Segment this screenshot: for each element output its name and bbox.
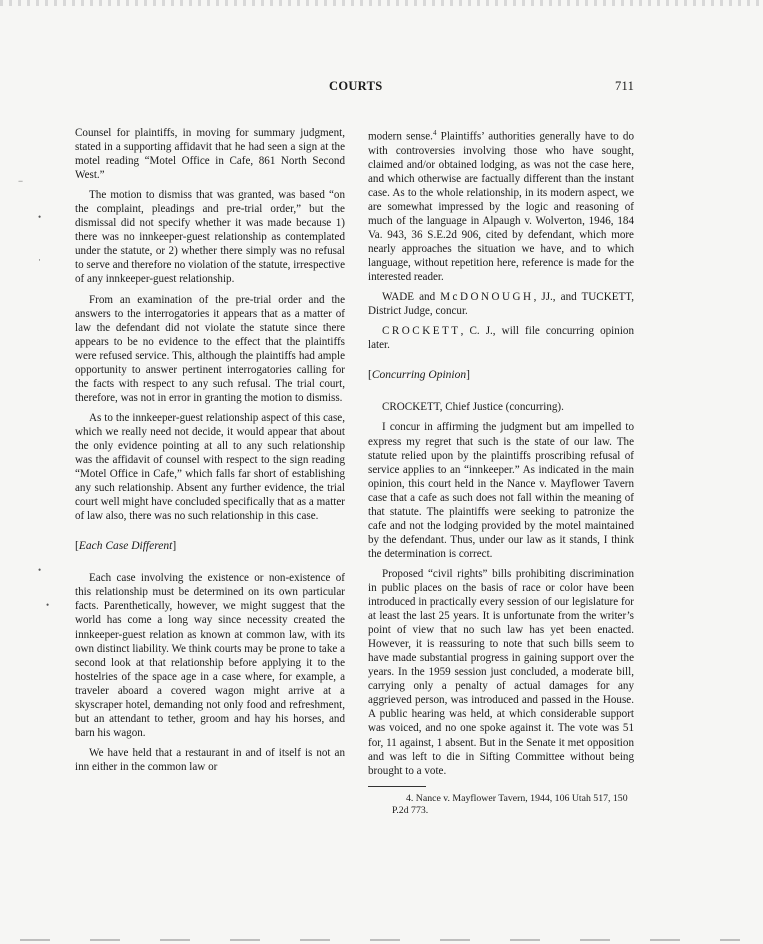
margin-mark: − bbox=[18, 176, 24, 186]
paragraph: Proposed “civil rights” bills prohibiting discrimination in public places on the basis of race or color have been introduced in practically every session of our legislature for at least the last 25 years. It is unfortunate from the writer’s point of view that no such law has yet been enacted. However, it is reassuring to note that such bills seem to have made substantial progress in gaining support over the years. In the 1959 session just concluded, a moderate bill, carrying only a penalty of actual damages for any aggrieved person, was introduced and passed in the House. A public hearing was held, at which considerable support was voiced, and no one spoke against it. The vote was 51 for, 11 against, 1 absent. But in the Senate it met opposition and was left to die in Sifting Committee without being brought to a vote. bbox=[368, 567, 634, 777]
paragraph: Counsel for plaintiffs, in moving for summary judgment, stated in a supporting affidavit that he had seen a sign at the motel reading “Motel Office in Cafe, 861 North Second West.” bbox=[75, 127, 345, 182]
scan-bottom-edge bbox=[20, 939, 740, 941]
scan-top-edge bbox=[0, 0, 763, 6]
paragraph: As to the innkeeper-guest relationship aspect of this case, which we really need not decide, it would appear that about the only evidence pointing at all to any such relationship was the affidavit of counsel with respect to the sign reading “Motel Office in Cafe,” which falls far short of establishing any such relationship. Absent any further evidence, the trial court well might have concluded specifically that as a matter of law also, there was no such relationship in this case. bbox=[75, 411, 345, 523]
paragraph: I concur in affirming the judgment but am impelled to express my regret that such is the state of our law. The statute relied upon by the plaintiffs proscribing refusal of service applies to an “innkeeper.” As indicated in the main opinion, this court held in the Nance v. Mayflower Tavern case that a cafe as such does not fall within the meaning of that statute. The plaintiffs were seeking to patronize the cafe and not the lodging provided by the motel maintained by the defendant. Thus, under our law as it stands, I think the determination is correct. bbox=[368, 421, 634, 560]
section-heading: [Concurring Opinion] bbox=[368, 369, 470, 382]
paragraph: Each case involving the existence or non-existence of this relationship must be determined on its own particular facts. Parenthetically, however, we might suggest that the world has come a long way since necessity created the innkeeper-guest relation as known at common law, with its own distinct liability. We think courts may be prone to take a second look at that relationship before applying it to the hostelries of the space age in a case where, for example, a traveler aboard a covered wagon might arrive at a skyscraper hotel, demanding not only food and refreshment, but an attendant to tether, groom and hay his horses, and barn his wagon. bbox=[75, 572, 345, 739]
page-number: 711 bbox=[615, 79, 635, 93]
section-heading: [Each Case Different] bbox=[75, 540, 177, 553]
footnote: 4. Nance v. Mayflower Tavern, 1944, 106 Utah 517, 150 P.2d 773. bbox=[392, 792, 628, 816]
concurrence-line: WADE and McDONOUGH, JJ., and TUCKETT, District Judge, concur. bbox=[368, 291, 634, 318]
footnote-rule bbox=[368, 786, 426, 787]
left-column bbox=[75, 126, 345, 780]
margin-mark: • bbox=[38, 212, 42, 222]
paragraph: modern sense.$^4$ Plaintiffs’ authorities generally have to do with controversies involving those who have sought, claimed and/or obtained lodging, as was not the case here, and which otherwise are factually different than the instant case. As to the whole relationship, in its modern aspect, we are somewhat impressed by the logic and reasoning of much of the language in Alpaugh v. Wolverton, 1946, 184 Va. 943, 36 S.E.2d 906, cited by defendant, which more nearly approaches the situation we have, and to which language, without repetition here, reference is made for the interested reader. bbox=[368, 129, 634, 284]
paragraph: From an examination of the pre-trial order and the answers to the interrogatories it appears that as a matter of law the defendant did not violate the statute since there appears to be no evidence to the effect that the plaintiffs were refused service. This, although the plaintiffs had ample opportunity to answer pertinent interrogatories calling for the facts with respect to any such refusal. The trial court, therefore, was not in error in granting the motion to dismiss. bbox=[75, 293, 345, 404]
right-column bbox=[368, 126, 634, 823]
margin-mark: · bbox=[38, 255, 41, 265]
running-header-title: COURTS bbox=[329, 79, 383, 93]
concurring-caption: CROCKETT, Chief Justice (concurring). bbox=[382, 401, 564, 414]
margin-mark: • bbox=[38, 565, 42, 575]
paragraph: The motion to dismiss that was granted, was based “on the complaint, pleadings and pre-trial order,” but the dismissal did not specify whether it was made because 1) there was no innkeeper-guest relationship as contemplated under the statute, or 2) whether there simply was no refusal to serve and therefore no violation of the statute, irrespective of any innkeeper-guest relationship. bbox=[75, 189, 345, 286]
margin-mark: • bbox=[46, 600, 50, 610]
footnote-reference: 4 bbox=[432, 129, 437, 137]
concurring-opinion-note: CROCKETT, C. J., will file concurring opinion later. bbox=[368, 325, 634, 352]
paragraph: We have held that a restaurant in and of itself is not an inn either in the common law or bbox=[75, 746, 345, 773]
